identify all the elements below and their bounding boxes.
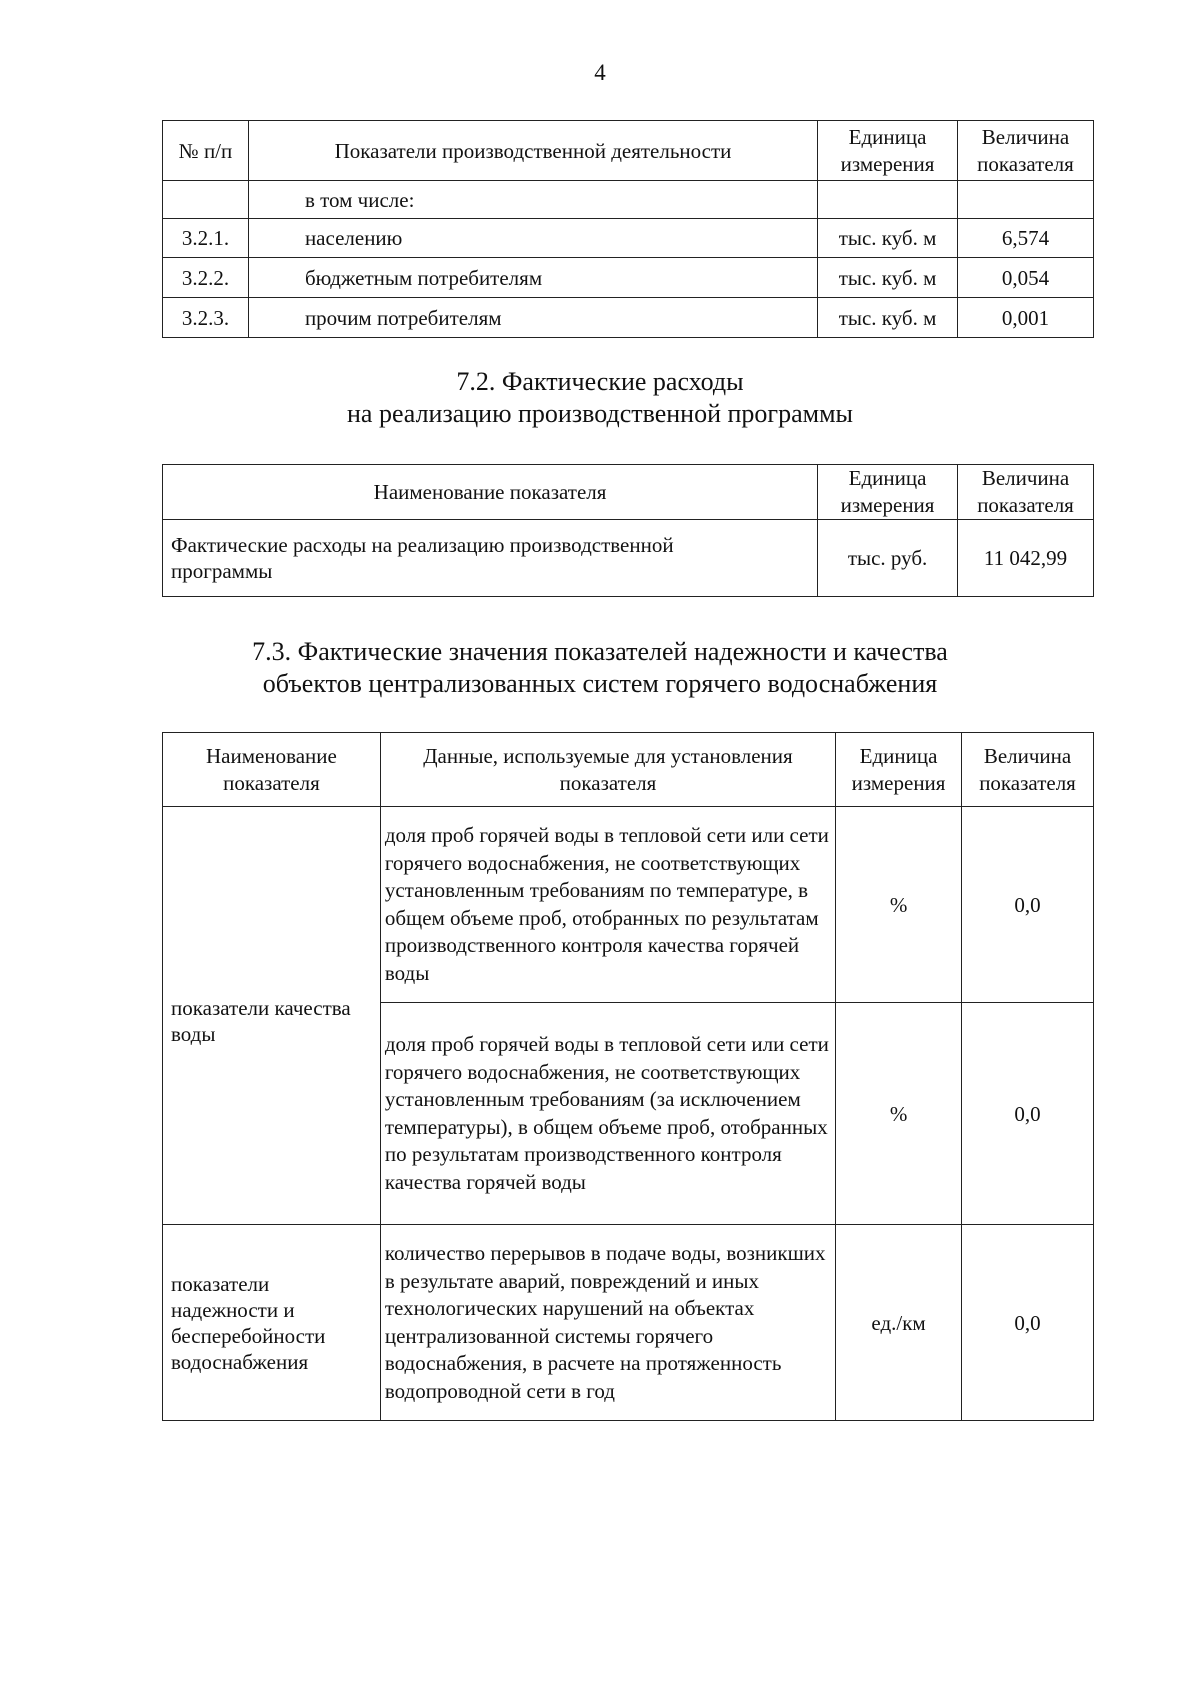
row-unit: тыс. куб. м xyxy=(818,219,958,258)
row-unit: тыс. куб. м xyxy=(818,258,958,298)
row-unit xyxy=(818,181,958,219)
header-cell: Единица измерения xyxy=(818,121,958,181)
header-cell: № п/п xyxy=(163,121,249,181)
row-name: прочим потребителям xyxy=(248,298,817,338)
section-title-line: на реализацию производственной программы xyxy=(346,399,853,428)
table-row xyxy=(163,520,1094,597)
table-row xyxy=(163,181,1094,219)
row-value: 0,0 xyxy=(962,1225,1094,1421)
row-unit: % xyxy=(836,1003,962,1225)
row-name: населению xyxy=(248,219,817,258)
section-title-line: 7.2. Фактические расходы xyxy=(456,367,744,396)
row-data: доля проб горячей воды в тепловой сети или сети горячего водоснабжения, не соответствующих установленным требованиям (за исключением температуры), в общем объеме проб, отобранных по результатам производственного контроля качества горячей воды xyxy=(380,1003,835,1225)
row-unit: ед./км xyxy=(836,1225,962,1421)
table-row xyxy=(163,298,1094,338)
table-row xyxy=(163,219,1094,258)
row-value: 6,574 xyxy=(958,219,1094,258)
section-7-3-title xyxy=(0,636,1200,700)
header-cell: Величина показателя xyxy=(958,465,1094,520)
header-cell: Величина показателя xyxy=(962,733,1094,807)
row-value: 0,001 xyxy=(958,298,1094,338)
row-unit: % xyxy=(836,807,962,1003)
row-value: 0,0 xyxy=(962,807,1094,1003)
page-number: 4 xyxy=(594,60,606,85)
production-indicators-table xyxy=(162,120,1094,338)
row-value: 0,054 xyxy=(958,258,1094,298)
row-unit: тыс. руб. xyxy=(818,520,958,597)
row-number: 3.2.3. xyxy=(163,298,249,338)
table-row xyxy=(163,258,1094,298)
table-header-row xyxy=(163,121,1094,181)
header-cell: Величина показателя xyxy=(958,121,1094,181)
header-cell: Показатели производственной деятельности xyxy=(248,121,817,181)
section-title-line: объектов централизованных систем горячего водоснабжения xyxy=(262,669,938,698)
row-value xyxy=(958,181,1094,219)
row-name: бюджетным потребителям xyxy=(248,258,817,298)
header-cell: Наименование показателя xyxy=(163,465,818,520)
row-value: 0,0 xyxy=(962,1003,1094,1225)
table-row xyxy=(163,1225,1094,1421)
row-data: количество перерывов в подаче воды, возникших в результате аварий, повреждений и иных технологических нарушений на объектах централизованной системы горячего водоснабжения, в расчете на протяженность водопроводной сети в год xyxy=(380,1225,835,1421)
reliability-quality-table xyxy=(162,732,1094,1421)
row-number: 3.2.1. xyxy=(163,219,249,258)
table-header-row xyxy=(163,733,1094,807)
header-cell: Единица измерения xyxy=(836,733,962,807)
row-data: доля проб горячей воды в тепловой сети или сети горячего водоснабжения, не соответствующих установленным требованиям по температуре, в общем объеме проб, отобранных по результатам производственного контроля качества горячей воды xyxy=(380,807,835,1003)
group-name-water-quality: показатели качества воды xyxy=(163,807,381,1225)
group-name-reliability: показатели надежности и бесперебойности водоснабжения xyxy=(163,1225,381,1421)
table-header-row xyxy=(163,465,1094,520)
row-value: 11 042,99 xyxy=(958,520,1094,597)
section-7-2-title xyxy=(0,366,1200,430)
row-name: Фактические расходы на реализацию производственной программы xyxy=(163,520,818,597)
header-cell: Наименование показателя xyxy=(163,733,381,807)
header-cell: Единица измерения xyxy=(818,465,958,520)
row-number xyxy=(163,181,249,219)
row-unit: тыс. куб. м xyxy=(818,298,958,338)
row-number: 3.2.2. xyxy=(163,258,249,298)
table-row xyxy=(163,807,1094,1003)
row-name: в том числе: xyxy=(248,181,817,219)
section-title-line: 7.3. Фактические значения показателей надежности и качества xyxy=(252,637,948,666)
header-cell: Данные, используемые для установления показателя xyxy=(380,733,835,807)
expenses-table xyxy=(162,464,1094,597)
